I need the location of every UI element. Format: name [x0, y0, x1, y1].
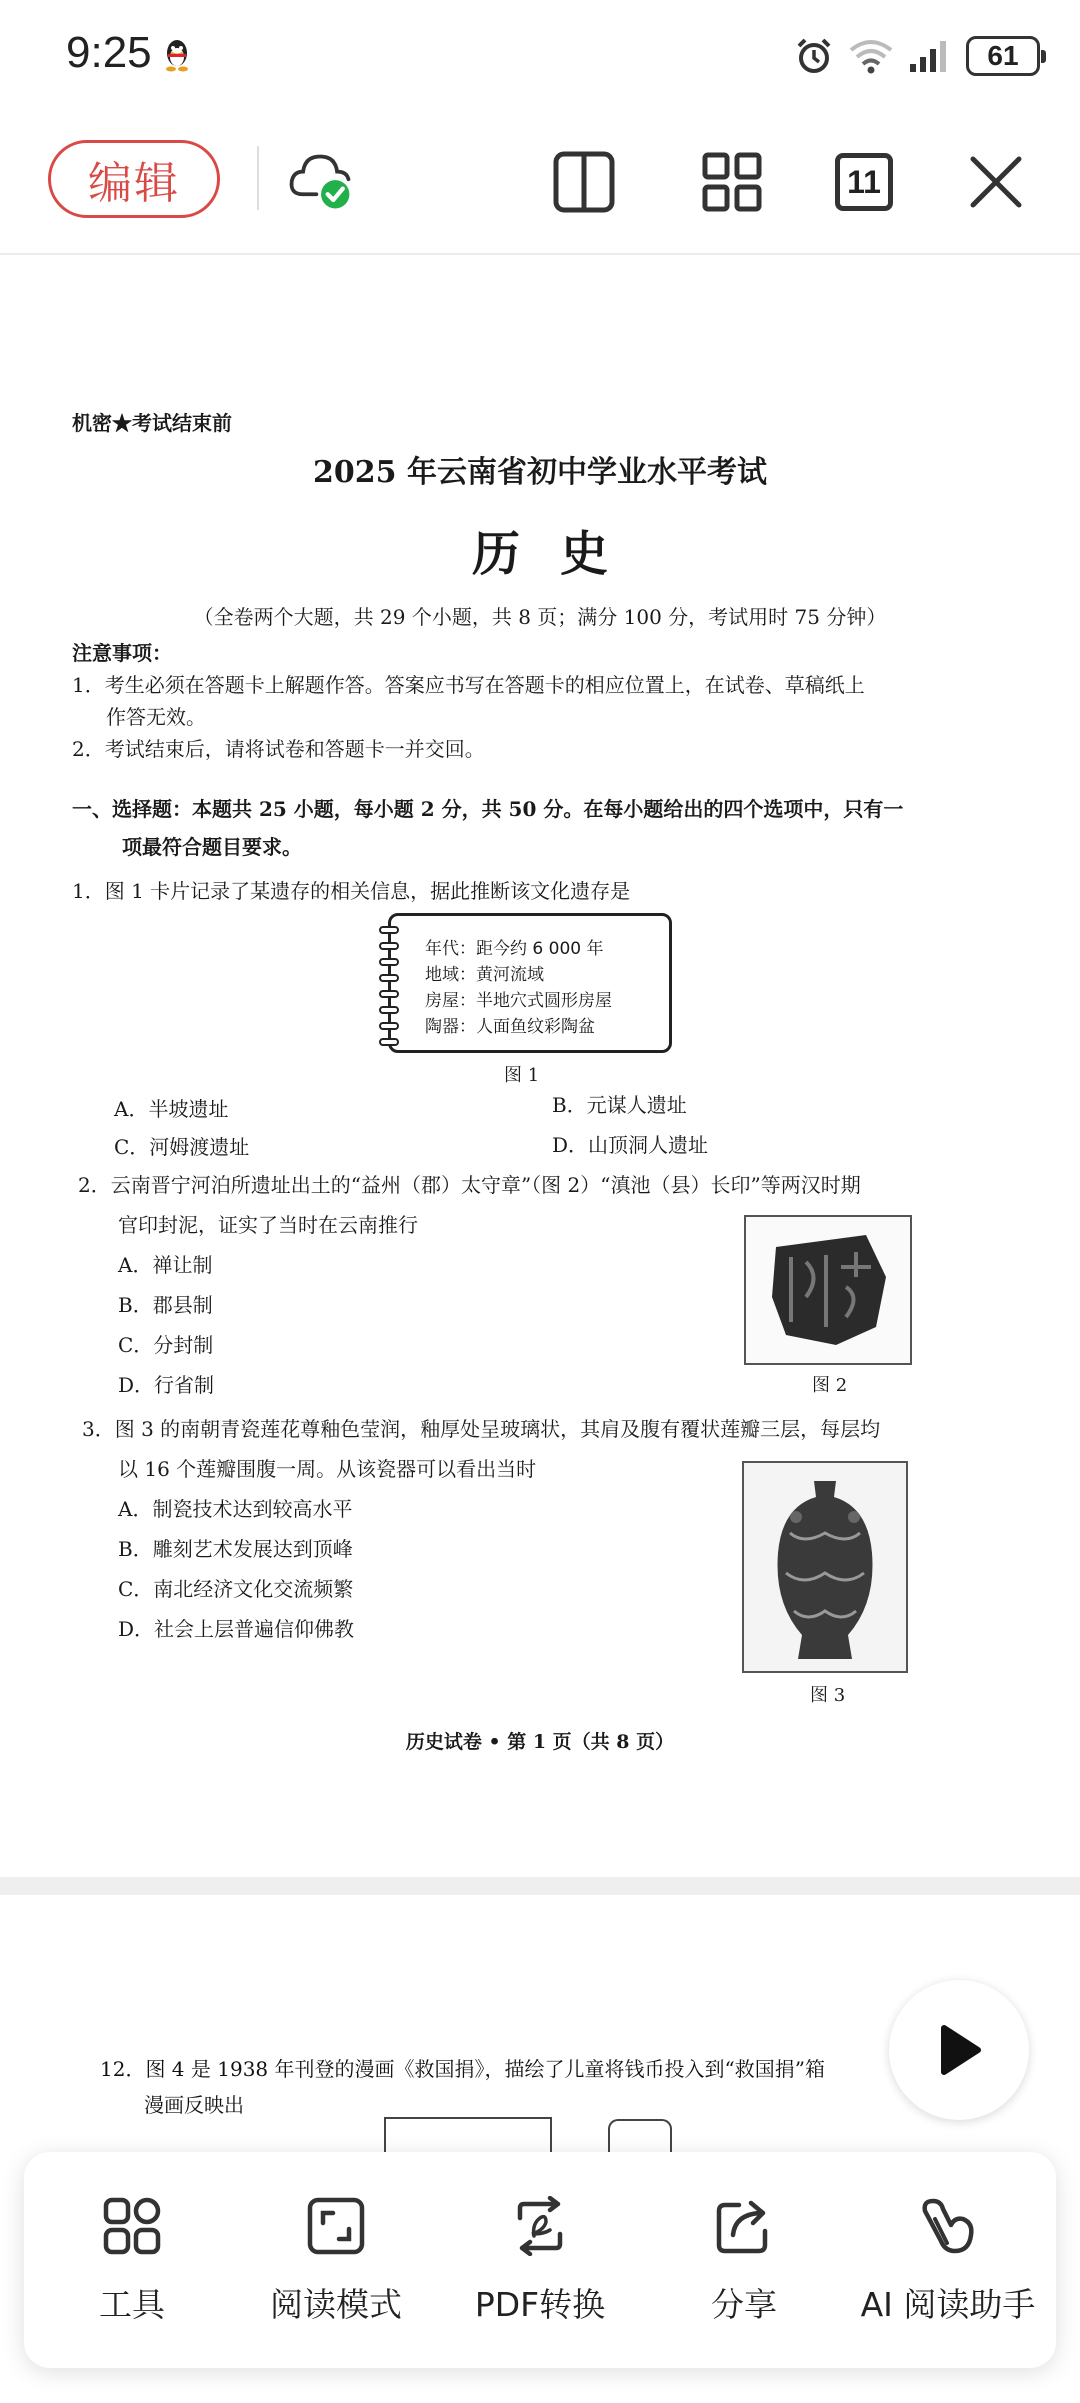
grid-view-icon [701, 151, 763, 213]
q2-option-b: B．郡县制 [118, 1293, 213, 1317]
split-view-icon [552, 150, 616, 214]
bottom-toolbar [24, 2152, 1056, 2368]
cloud-sync-button[interactable] [288, 148, 356, 216]
notice-2: 2．考试结束后，请将试卷和答题卡一并交回。 [72, 737, 485, 761]
expand-icon [307, 2197, 365, 2255]
tools-grid-icon [103, 2197, 161, 2255]
question-2: 2．云南晋宁河泊所遗址出土的“益州（郡）太守章”（图 2）“滇池（县）长印”等两汉时期 [78, 1173, 861, 1197]
lotus-vase-icon [744, 1463, 906, 1671]
close-button[interactable] [962, 148, 1030, 216]
status-bar [0, 0, 1080, 110]
notice-title: 注意事项： [72, 641, 172, 665]
play-button[interactable] [889, 1980, 1029, 2120]
reading-mode-button[interactable] [236, 2195, 436, 2326]
page-count-button[interactable] [830, 148, 898, 216]
q3-option-b: B．雕刻艺术发展达到顶峰 [118, 1537, 353, 1561]
alarm-icon [794, 36, 834, 76]
card-line: 年代：距今约 6 000 年 [425, 939, 604, 959]
question-12-cont: 漫画反映出 [144, 2093, 244, 2117]
pdf-convert-button[interactable] [440, 2195, 640, 2326]
page-count-value: 11 [847, 163, 881, 200]
share-button[interactable] [644, 2195, 844, 2326]
q1-option-d: D．山顶洞人遗址 [552, 1133, 709, 1157]
figure-3-caption: 图 3 [810, 1685, 846, 1706]
ai-assistant-label: AI 阅读助手 [860, 2284, 1036, 2324]
grid-view-button[interactable] [698, 148, 766, 216]
card-line: 陶器：人面鱼纹彩陶盆 [425, 1017, 595, 1037]
tools-label: 工具 [99, 2284, 165, 2324]
share-label: 分享 [711, 2284, 777, 2324]
close-icon [967, 153, 1025, 211]
question-12: 12．图 4 是 1938 年刊登的漫画《救国捐》，描绘了儿童将钱币投入到“救国捐”箱 [100, 2057, 825, 2081]
section-1-heading-cont: 项最符合题目要求。 [122, 835, 302, 859]
ai-assistant-icon [917, 2195, 979, 2257]
edit-button[interactable] [48, 140, 220, 218]
play-icon [934, 2022, 984, 2078]
q3-option-a: A．制瓷技术达到较高水平 [118, 1497, 353, 1521]
figure-3-vase-image [742, 1461, 908, 1673]
ai-assistant-button[interactable] [848, 2195, 1048, 2326]
page-separator [0, 1877, 1080, 1895]
document-page-1[interactable] [0, 257, 1080, 1877]
split-view-button[interactable] [550, 148, 618, 216]
reading-mode-label: 阅读模式 [270, 2284, 402, 2324]
page-count-icon [835, 153, 893, 211]
question-1: 1．图 1 卡片记录了某遗存的相关信息，据此推断该文化遗存是 [72, 879, 631, 903]
question-3-cont: 以 16 个莲瓣围腹一周。从该瓷器可以看出当时 [118, 1457, 537, 1481]
exam-info: （全卷两个大题，共 29 个小题，共 8 页；满分 100 分，考试用时 75 分钟） [193, 605, 887, 629]
battery-indicator [966, 36, 1040, 76]
pdf-convert-label: PDF转换 [474, 2284, 606, 2324]
seal-clay-icon [746, 1217, 910, 1363]
page-footer: 历史试卷 • 第 1 页（共 8 页） [405, 1731, 675, 1753]
q3-option-d: D．社会上层普遍信仰佛教 [118, 1617, 355, 1641]
card-line: 房屋：半地穴式圆形房屋 [425, 991, 612, 1011]
edit-button-label: 编辑 [88, 158, 180, 209]
cloud-synced-icon [288, 149, 356, 215]
battery-level: 61 [987, 40, 1019, 71]
figure-2-caption: 图 2 [812, 1375, 848, 1396]
exam-title: 2025 年云南省初中学业水平考试 [313, 455, 767, 490]
top-toolbar [0, 110, 1080, 255]
q1-option-c: C．河姆渡遗址 [114, 1135, 250, 1159]
q1-option-a: A．半坡遗址 [114, 1097, 229, 1121]
notice-1: 1．考生必须在答题卡上解题作答。答案应书写在答题卡的相应位置上，在试卷、草稿纸上 [72, 673, 865, 697]
status-time: 9:25 [66, 28, 152, 77]
figure-1-caption: 图 1 [504, 1065, 540, 1086]
card-spiral [379, 926, 399, 1046]
section-1-heading: 一、选择题：本题共 25 小题，每小题 2 分，共 50 分。在每小题给出的四个选项中，只有一 [72, 797, 904, 821]
signal-icon [908, 38, 952, 74]
qq-penguin-icon [162, 38, 192, 72]
subject-title: 历史 [471, 526, 648, 582]
figure-2-seal-image [744, 1215, 912, 1365]
question-2-cont: 官印封泥，证实了当时在云南推行 [118, 1213, 418, 1237]
q2-option-a: A．禅让制 [118, 1253, 213, 1277]
q1-option-b: B．元谋人遗址 [552, 1093, 687, 1117]
wifi-icon [848, 36, 894, 76]
question-3: 3．图 3 的南朝青瓷莲花尊釉色莹润，釉厚处呈玻璃状，其肩及腹有覆状莲瓣三层，每层均 [82, 1417, 881, 1441]
figure-4-cartoon [384, 2117, 552, 2157]
card-line: 地域：黄河流域 [425, 965, 544, 985]
share-icon [715, 2197, 773, 2255]
q3-option-c: C．南北经济文化交流频繁 [118, 1577, 354, 1601]
tools-button[interactable] [32, 2195, 232, 2326]
toolbar-divider [257, 146, 259, 210]
notice-1-cont: 作答无效。 [106, 705, 206, 729]
figure-1-card [388, 913, 672, 1053]
q2-option-d: D．行省制 [118, 1373, 215, 1397]
pdf-convert-icon [510, 2196, 570, 2256]
confidential-label: 机密★考试结束前 [72, 411, 232, 435]
q2-option-c: C．分封制 [118, 1333, 214, 1357]
